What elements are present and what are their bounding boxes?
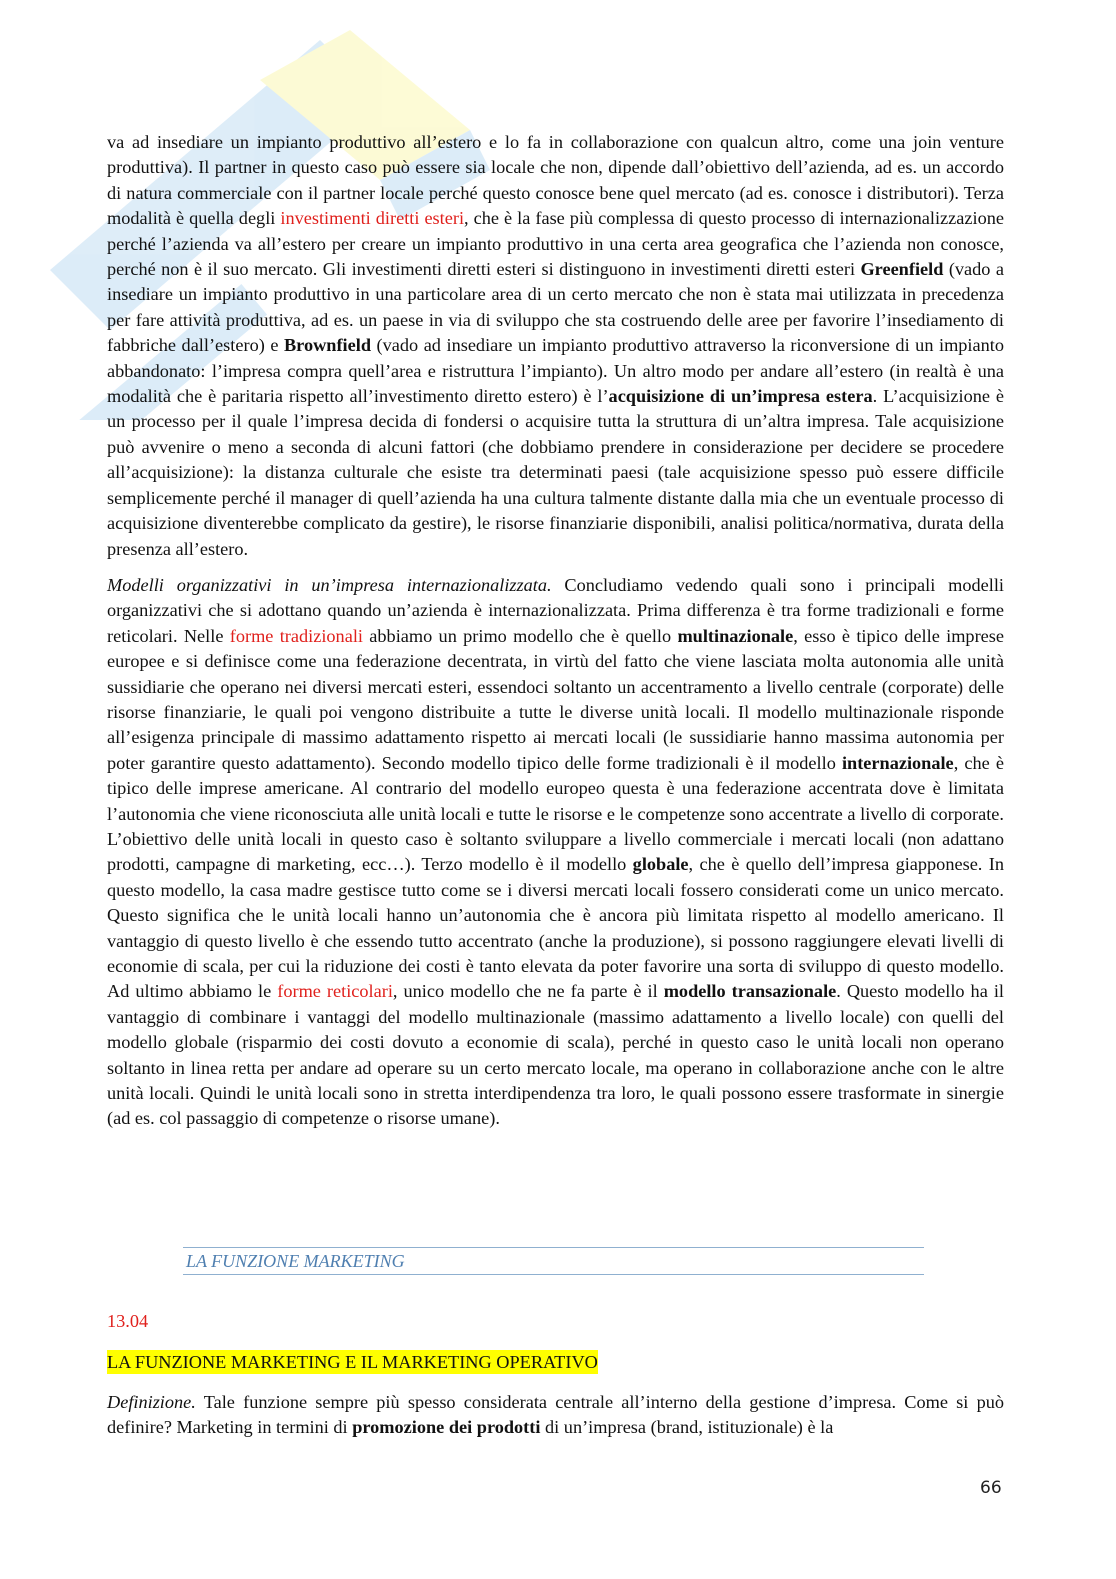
text-run: Concludiamo vedendo quali sono i principali modelli organizzativi che si adottano quando un’azienda è internazionalizzata. Prima differenza è tra forme tradizionali e forme reticolari. Nelle	[107, 574, 1004, 646]
term-modello-transazionale: modello transazionale	[663, 981, 837, 1002]
term-promozione-prodotti: promozione dei prodotti	[352, 1417, 541, 1438]
text-run: abbiamo un primo modello che è quello	[362, 625, 678, 646]
text-run: (vado ad insediare un impianto produttivo attraverso la riconversione di un impianto abbandonato: l’impresa compra quell’area e ristruttura l’impianto). Un altro modo per andare all’estero (in realtà è una modalità che è paritaria rispetto all’investimento diretto estero) è l’	[107, 335, 1004, 407]
term-greenfield: Greenfield	[860, 259, 944, 280]
highlight-forme-tradizionali: forme tradizionali	[229, 625, 363, 646]
page-number: 66	[980, 1478, 1002, 1498]
text-run: , che è la fase più complessa di questo processo di internazionalizzazione perché l’azienda va all’estero per creare un impianto produttivo in una certa area geografica che l’azienda non conosce, perché non è il suo mercato. Gli investimenti diretti esteri si distinguono in investimenti diretti esteri	[107, 208, 1004, 280]
text-run: , esso è tipico delle imprese europee e si definisce come una federazione decentrata, in virtù del fatto che viene lasciata molta autonomia alle unità sussidiarie che operano nei diversi mercati esteri, essendoci soltanto un accentramento a livello centrale (corporate) delle risorse finanziarie, le quali poi vengono distribuite a tutte le diverse unità locali. Il modello multinazionale risponde all’esigenza principale di massimo adattamento rispetto ai mercati locali (le sussidiarie hanno massima autonomia per poter garantire questo adattamento). Secondo modello tipico delle forme tradizionali è il modello	[107, 625, 1004, 773]
paragraph-definition	[107, 1390, 1004, 1441]
term-globale: globale	[632, 854, 689, 875]
term-multinazionale: multinazionale	[677, 625, 794, 646]
toc-entry-marketing[interactable]	[183, 1247, 924, 1275]
section-heading: LA FUNZIONE MARKETING E IL MARKETING OPERATIVO	[107, 1352, 598, 1372]
term-internazionale: internazionale	[841, 752, 954, 773]
text-run: Tale funzione sempre più spesso considerata centrale all’interno della gestione d’impresa. Come si può definire? Marketing in termini di	[107, 1392, 1004, 1438]
term-brownfield: Brownfield	[283, 335, 371, 356]
text-run: , unico modello che ne fa parte è il	[392, 981, 664, 1002]
term-acquisizione: acquisizione di un’impresa estera	[608, 386, 873, 407]
text-run: . Questo modello ha il vantaggio di combinare i vantaggi del modello multinazionale (massimo adattamento a livello locale) con quelli del modello globale (risparmio dei costi dovuto a economie di scala), perché in questo caso le unità locali non operano soltanto in linea retta per andare ad operare su un certo mercato locale, ma operano in collaborazione anche con le altre unità locali. Quindi le unità locali sono in stretta interdipendenza tra loro, le quali possono essere trasformate in sinergie (ad es. col passaggio di competenze o risorse umane).	[107, 981, 1004, 1129]
text-run: va ad insediare un impianto produttivo all’estero e lo fa in collaborazione con qualcun altro, come una join venture produttiva). Il partner in questo caso può essere sia locale che non, dipende dall’obiettivo dell’azienda, ad es. un accordo di natura commerciale con il partner locale perché questo conosce bene quel mercato (ad es. conosce i distributori). Terza modalità è quella degli	[107, 132, 1004, 229]
paragraph-internationalization-modes	[107, 130, 1004, 562]
toc-entry-label: LA FUNZIONE MARKETING	[186, 1251, 405, 1271]
page-body-bottom	[107, 1390, 1004, 1441]
lecture-date: 13.04	[107, 1311, 149, 1331]
text-run: , che è tipico delle imprese americane. Al contrario del modello europeo questa è una federazione accentrata dove è limitata l’autonomia che viene riconosciuta alle unità locali e tutte le risorse e le competenze sono accentrate a livello di corporate. L’obiettivo delle unità locali in questo caso è soltanto sviluppare a livello commerciale i mercati locali (non adattano prodotti, campagne di marketing, ecc…). Terzo modello è il modello	[107, 752, 1004, 875]
paragraph-lead-in: Definizione.	[107, 1392, 196, 1412]
paragraph-lead-in: Modelli organizzativi in un’impresa internazionalizzata.	[107, 574, 552, 595]
paragraph-organizational-models	[107, 573, 1004, 1132]
text-run: , che è quello dell’impresa giapponese. In questo modello, la casa madre gestisce tutto come se i diversi mercati locali fossero considerati come un unico mercato. Questo significa che le unità locali hanno un’autonomia che è ancora più limitata rispetto al modello americano. Il vantaggio di questo livello è che essendo tutto accentrato (anche la produzione), si possono raggiungere elevati livelli di economie di scala, per cui la riduzione dei costi è tanto elevata da poter favorire una sorta di sviluppo di questo modello. Ad ultimo abbiamo le	[107, 854, 1004, 1002]
page-body-top	[107, 130, 1004, 1132]
highlight-forme-reticolari: forme reticolari	[277, 981, 393, 1002]
text-run: di un’impresa (brand, istituzionale) è la	[540, 1417, 834, 1438]
text-run: (vado a insediare un impianto produttivo in una particolare area di un certo mercato che non è stata mai utilizzata in precedenza per fare attività produttiva, ad es. un paese in via di sviluppo che sta costruendo delle aree per favorire l’insediamento di fabbriche dall’estero) e	[107, 259, 1004, 356]
highlight-investimenti-diretti-esteri: investimenti diretti esteri	[280, 208, 465, 229]
text-run: . L’acquisizione è un processo per il quale l’impresa decida di fondersi o acquisire tutta la struttura di un’altra impresa. Tale acquisizione può avvenire o meno a seconda di alcuni fattori (che dobbiamo prendere in considerazione per decidere se procedere all’acquisizione): la distanza culturale che esiste tra determinati paesi (tale acquisizione spesso può essere difficile semplicemente perché il manager di quell’azienda ha una cultura talmente distante dalla mia che un eventuale processo di acquisizione diventerebbe complicato da gestire), le risorse finanziarie disponibili, analisi politica/normativa, durata della presenza all’estero.	[107, 386, 1004, 559]
